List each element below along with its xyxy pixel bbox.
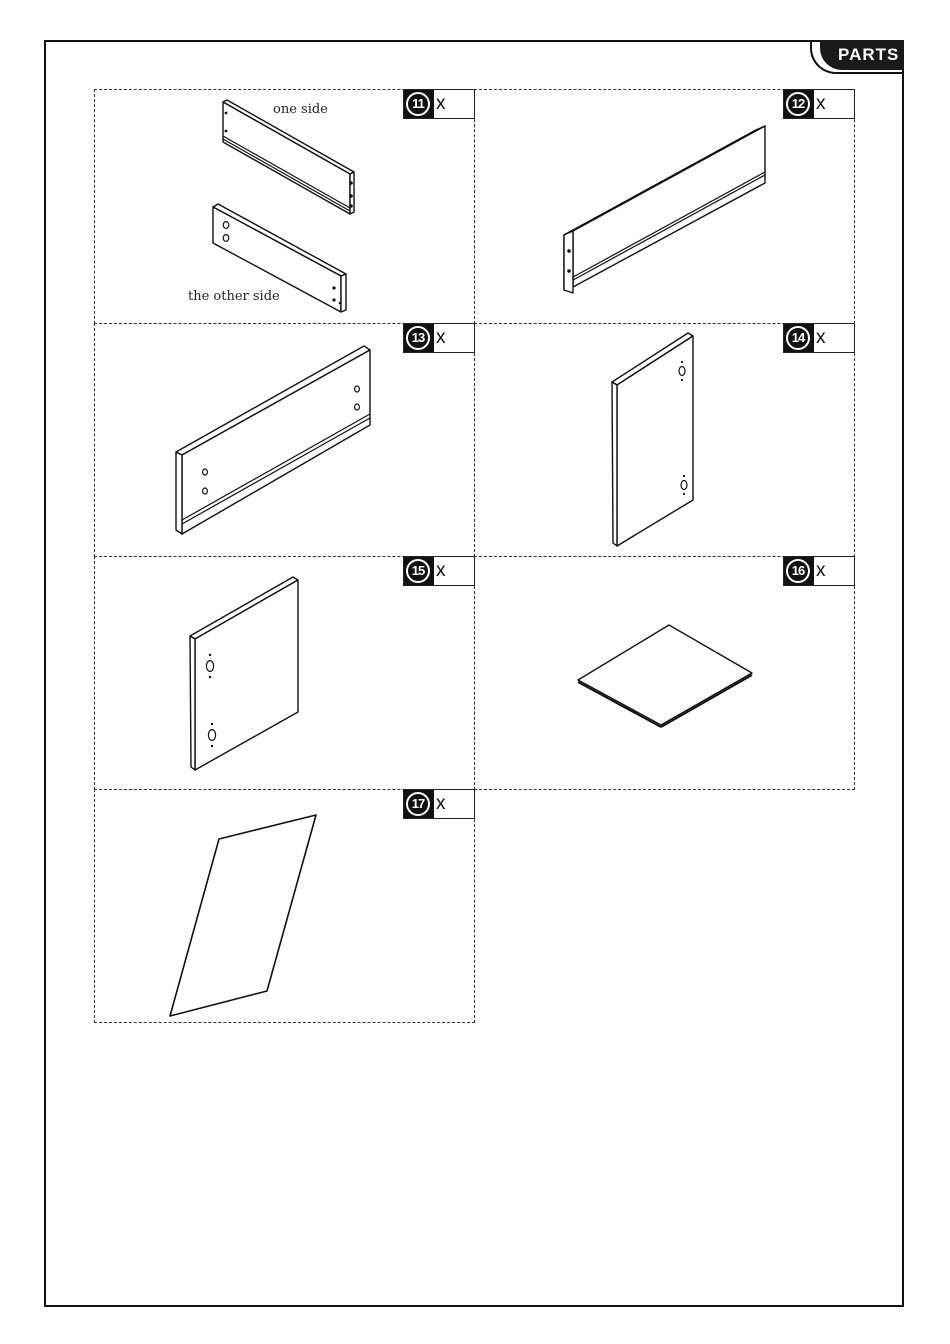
part-14-panel-drawing: [612, 333, 693, 546]
part-17-sheet-drawing: [170, 815, 316, 1016]
part-number-13: 13: [406, 326, 430, 350]
quantity-label-14: x: [816, 327, 826, 348]
part-number-12: 12: [786, 92, 810, 116]
label-other-side: the other side: [188, 289, 280, 304]
part-number-11: 11: [406, 92, 430, 116]
quantity-label-15: x: [436, 560, 446, 581]
quantity-label-17: x: [436, 793, 446, 814]
quantity-label-13: x: [436, 327, 446, 348]
quantity-label-16: x: [816, 560, 826, 581]
part-12-rail-drawing: [564, 126, 765, 293]
part-11-rail-other-side-drawing: [213, 204, 346, 312]
quantity-label-12: x: [816, 93, 826, 114]
quantity-label-11: x: [436, 93, 446, 114]
parts-tab-label: PARTS: [838, 45, 900, 64]
part-16-sheet-drawing: [578, 625, 752, 727]
part-number-15: 15: [406, 559, 430, 583]
part-11-rail-one-side-drawing: [223, 100, 354, 214]
part-number-17: 17: [406, 792, 430, 816]
part-number-16: 16: [786, 559, 810, 583]
part-15-panel-drawing: [190, 577, 298, 770]
part-13-board-drawing: [176, 346, 370, 534]
label-one-side: one side: [273, 102, 328, 117]
part-number-14: 14: [786, 326, 810, 350]
